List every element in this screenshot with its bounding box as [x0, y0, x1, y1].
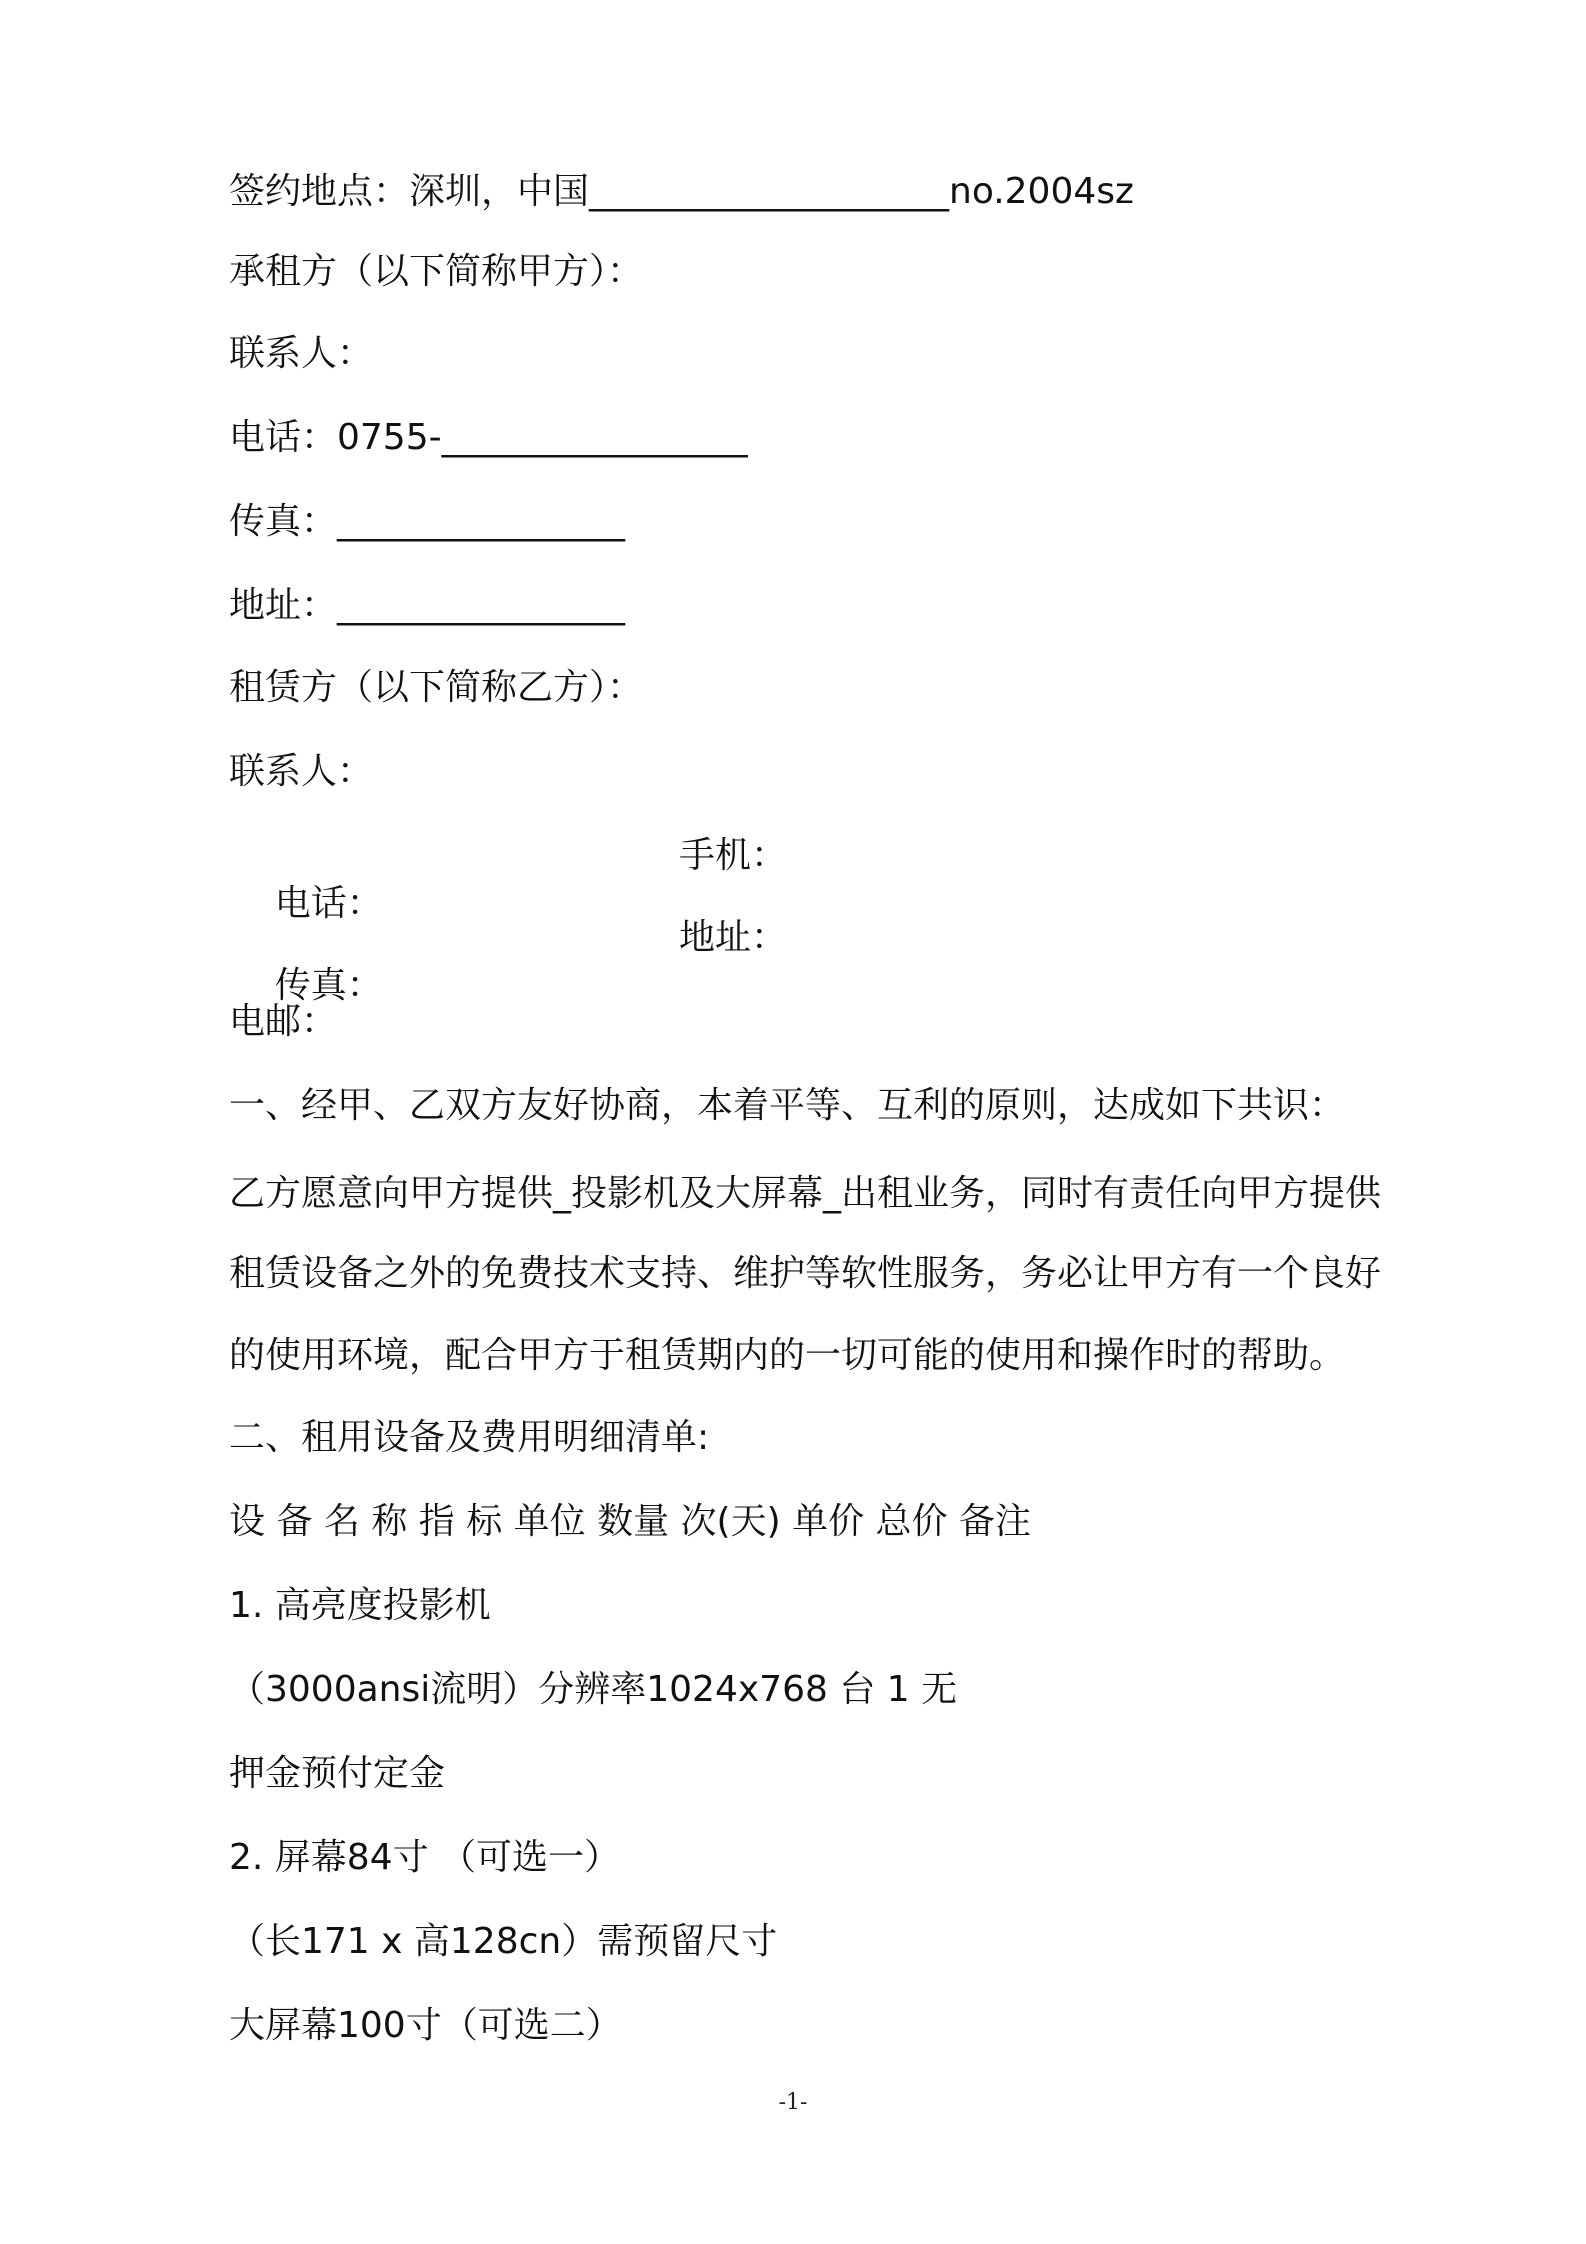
party-b-heading: 租赁方（以下简称乙方）：	[229, 667, 644, 708]
party-b-phone: 电话：	[274, 883, 383, 924]
item-2-spec: （长171 x 高128cn）需预留尺寸	[229, 1921, 778, 1962]
party-a-fax: 传真：________________	[229, 501, 626, 542]
party-a-phone: 电话：0755-_________________	[229, 417, 748, 458]
party-b-contact: 联系人：	[229, 751, 374, 792]
section-one-heading: 一、经甲、乙双方友好协商，本着平等、互利的原则，达成如下共识：	[229, 1085, 1346, 1126]
page-number: -1-	[778, 2090, 808, 2115]
signing-location: 签约地点：深圳，中国____________________no.2004sz	[229, 171, 1134, 212]
section-one-text-3: 的使用环境，配合甲方于租赁期内的一切可能的使用和操作时的帮助。	[229, 1335, 1346, 1376]
item-2-name: 2. 屏幕84寸 （可选一）	[229, 1837, 621, 1878]
item-1-deposit: 押金预付定金	[229, 1753, 446, 1794]
section-two-heading: 二、租用设备及费用明细清单:	[229, 1417, 710, 1458]
party-b-fax: 传真：	[274, 965, 383, 1006]
party-a-address: 地址：________________	[229, 585, 626, 626]
party-a-contact: 联系人：	[229, 333, 374, 374]
equipment-table-header: 设 备 名 称 指 标 单位 数量 次(天) 单价 总价 备注	[229, 1501, 1031, 1542]
item-1-name: 1. 高亮度投影机	[229, 1585, 491, 1626]
section-one-text-1: 乙方愿意向甲方提供_投影机及大屏幕_出租业务，同时有责任向甲方提供	[229, 1173, 1382, 1214]
party-b-mobile: 手机：	[679, 835, 788, 876]
section-one-text-2: 租赁设备之外的免费技术支持、维护等软性服务，务必让甲方有一个良好	[229, 1253, 1382, 1294]
party-b-email: 电邮：	[229, 1001, 338, 1042]
party-b-address: 地址：	[679, 917, 788, 958]
item-2-option: 大屏幕100寸（可选二）	[229, 2005, 622, 2046]
item-1-spec: （3000ansi流明）分辨率1024x768 台 1 无	[229, 1669, 958, 1710]
party-a-heading: 承租方（以下简称甲方）：	[229, 251, 644, 292]
